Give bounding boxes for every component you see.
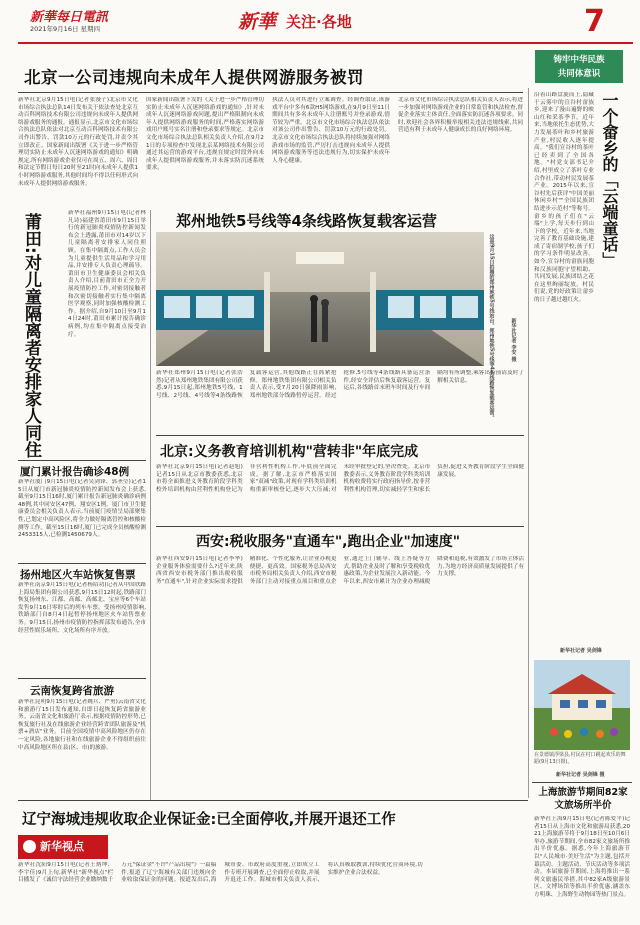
top-story-col-2: 国家新闻出版署下发的《关于进一步严格管理切实防止未成年人沉迷网络游戏的通知》,针对未成年人沉迷网络游戏问题,提出严格限制向未成年人提供网络游戏服务的时间,严格落实网络游戏用户账号实名注册和登录要求等规定。北京市文化市场综合执法总队相关负责人介绍,在9月21日的专项检查中发现北京某网络技术有限公司通过其运营的游戏平台,违规在规定时段外向未成年人提供网络游戏服务,并未落实防沉迷系统要求。	[146, 97, 264, 172]
shanghai-headline: 上海旅游节期间82家文旅场所半价	[538, 787, 628, 811]
liaoning-body: 新华社沈阳9月15日电(记者王炳坤、李宇佳)9月上旬,新华社"新华视点"栏目播发了《诚信守法经营企业缴纳数千万元"保证金"不许"产品出境"》一篇稿件,报道了辽宁海城有关部门违规向企业收取保证金的问题。报道发出后,海城市委、市政府高度重视,立即成立工作专班开展调查,已全面停止收取,并展开退还工作。海城市相关负责人表示,将认真吸取教训,持续优化营商环境,切实维护企业合法权益。	[18, 862, 423, 884]
rule-left-1	[18, 460, 146, 461]
yunnan-body: 新华社昆明9月15日电(记者姚兵、严勇)云南省文化和旅游厅15日发布通知,自即日起恢复跨省旅游业务。云南省文化和旅游厅表示,根据疫情防控形势,已恢复旅行社及在线旅游企业经营跨省团队旅游及"机票+酒店"业务。目前全国疫情中高风险地区仍存在一定风险,各地旅行社和在线旅游企业不得组织前往中高风险地区所在县(区、市)的旅游。	[18, 699, 146, 751]
beijing-edu-headline: 北京:义务教育培训机构"营转非"年底完成	[160, 444, 419, 460]
shanghai-body: 新华社上海9月15日电(记者陈爱平)记者15日从上海市文化和旅游局获悉,2021上海旅游节将于9月18日至10月6日举办,旅游节期间,全市82家文旅场所推出半价优惠。据悉,今年上海旅游节以"人民城市·美好生活"为主题,包括开幕活动、主题活动、节庆活动等多项活动。本届旅游节期间,上海将推出一系列文旅惠民举措,其中82家A级旅游景区、文博场馆等推出半价优惠,涵盖东方明珠、上海野生动物园等热门景点。	[534, 816, 630, 898]
village-photo-caption: 在景德镇浮梁县,村民在村口跳起欢乐的舞蹈(9月13日摄)。	[534, 752, 626, 765]
right-feature-headline: 一个畲乡的「云端童话」	[600, 92, 619, 268]
subway-station-photo	[156, 232, 484, 366]
section-logo: 新華	[238, 11, 277, 33]
beijing-edu-body: 新华社北京9月15日电(记者赵旭)记者15日从北京市教委获悉,北京市将全面推进义务教育阶段学科类校外培训机构由营利性机构登记为非营利性机构工作,年底前全面完成。据了解,北京市严格落实国家"双减"政策,对现有学科类培训机构重新审核登记,逐步大大压减;对未经审批登记的,坚决查处。北京市教委表示,义务教育阶段学科类培训机构收费将实行政府指导价,按非营利性机构管理,切实减轻学生和家长负担,促进义务教育阶段学生全面健康发展。	[156, 464, 524, 493]
section-title: 关注·各地	[286, 13, 352, 31]
rule-right-1	[532, 782, 632, 783]
rule-left-3	[18, 678, 146, 679]
banner-line-1: 铸牢中华民族	[553, 55, 605, 65]
rule-bottom-1	[18, 800, 528, 801]
liaoning-headline: 辽宁海城违规收取企业保证金:已全面停收,并展开退还工作	[22, 812, 396, 828]
right-feature-byline: 新华社记者 吴剑锋	[560, 648, 602, 654]
rule-left-2	[18, 563, 146, 564]
masthead-rule	[18, 42, 633, 44]
xian-headline: 西安:税收服务"直通车",跑出企业"加速度"	[196, 534, 461, 550]
yunnan-headline: 云南恢复跨省旅游	[30, 685, 114, 697]
xinhua-shidian-badge	[18, 835, 108, 859]
zhengzhou-body: 新华社郑州9月15日电(记者张浩然)记者从郑州地铁集团有限公司获悉,9月15日起,郑州地铁5号线、1号线、2号线、4号线等4条线路恢复载客运营,其他线路正在抓紧抢修。郑州地铁集团有限公司相关负责人表示,受7月20日强降雨影响,郑州地铁部分线路暂停运营。经过抢修,5号线等4条线路具备运营条件,经安全评估后恢复载客运营。复运后,各线路首末班车时间及行车间隔均有所调整,乘客出行前请及时了解相关信息。	[156, 370, 524, 399]
rule-mid-1	[156, 435, 524, 436]
masthead	[0, 0, 640, 44]
putian-headline: 莆田:对儿童隔离者安排家人同住	[21, 213, 41, 458]
badge-logo-icon	[23, 840, 36, 853]
top-story-col-1: 新华社北京9月15日电(记者张漫子)北京市文化市场综合执法总队14日发布关于依法查处北京互动百科网络技术有限公司违规向未成年人提供网络游戏服务的通报。通报显示,北京市文化市场综合执法总队依法对北京互动百科网络技术有限公司作出警告、罚款10万元的行政处罚,并责令其立即改正。国家新闻出版署《关于进一步严格管理切实防止未成年人沉迷网络游戏的通知》明确规定,所有网络游戏企业仅可在周五、周六、周日和法定节假日每日20时至21时向未成年人提供1小时网络游戏服务,其他时间均不得以任何形式向未成年人提供网络游戏服务。	[18, 97, 138, 187]
badge-label: 新华视点	[40, 840, 84, 853]
right-feature-body: 沿着山路盘旋而上,隐藏于云雾中的宣谷村畲族乡,迎来了漫山遍野的映山红和采茶季节。近年来,当地依托生态优势,大力发展茶叶和乡村旅游产业,村民收入逐年提高。"我们宣谷村的茶叶已经卖到了全国各地。"村党支部书记介绍,村里成立了茶叶专业合作社,带动村民发展茶产业。2015年以来,宣谷村先后获评"中国美丽休闲乡村""全国民族团结进步示范村"等称号。畲乡的孩子们在"云端"上学,每天步行到山下的学校。近年来,当地完善了教育基础设施,建成了寄宿制学校,孩子们的学习条件明显改善。如今,宣谷村的畲族同胞和汉族同胞守望相助、共同发展,民族团结之花在这里绚丽绽放。村民们说,党的好政策让畲乡的日子越过越红火。	[534, 92, 594, 304]
village-photo-illustration	[534, 660, 630, 750]
zhengzhou-photo-caption: 这是9月15日拍摄的郑州地铁5号线站台。郑州地铁5号线等4条线路恢复载客运营。	[488, 234, 495, 420]
right-feature-body-cont	[534, 326, 630, 641]
banner-line-2: 共同体意识	[557, 69, 601, 79]
village-photo	[534, 660, 630, 750]
xiamen-body: 新华社厦门9月15日电(记者吴剑锋、郭圣莹)记者15日从厦门市新冠肺炎疫情防控新闻发布会上获悉,截至9月15日16时,厦门累计报告新冠肺炎确诊病例48例,其中同安区47例、翔安区1例。厦门市卫生健康委员会相关负责人表示,当前厦门疫情呈局部聚集性,已划定中高风险区,将全力做好隔离管控和核酸检测等工作。截至15日16时,厦门已完成全员核酸检测2453315人,已检测1450679人。	[18, 479, 146, 539]
xian-body: 新华社西安9月15日电(记者李华)企业服务体验需要什么?近年来,陕西省西安市税务部门推出税收服务"直通车",针对企业实际需求提供精准化、个性化服务,让企业办税更便捷、更高效。国家税务总局西安市税务局相关负责人介绍,西安市税务部门主动对接重点项目和重点企业,通过上门辅导、线上答疑等方式,帮助企业及时了解和享受税收优惠政策,为企业发展注入新动能。今年以来,西安市累计为企业办理减税降费和退税,有效激发了市场主体活力,为地方经济高质量发展提供了有力支撑。	[156, 556, 524, 585]
putian-body: 新华社福州9月15日电(记者林凡诗)福建省莆田市9月15日举行的新冠肺炎疫情防控新闻发布会上透露,莆田市对14岁以下儿童隔离者安排家人同住照顾。在集中隔离点,工作人员会为儿童提供生活用品和学习用品,并安排专人负责心理疏导。莆田市卫生健康委员会相关负责人介绍,目前莆田市正全力开展疫情防控工作,对密切接触者和次密切接触者实行集中隔离医学观察,同时加强核酸检测工作。据介绍,自9月10日至9月14日24时,莆田市累计报告确诊病例,均在集中隔离点接受治疗。	[68, 210, 146, 338]
theme-banner	[535, 50, 623, 83]
right-column-divider	[528, 88, 529, 798]
issue-date: 2021年9月16日 星期四	[30, 25, 101, 33]
top-story-rule	[18, 92, 523, 93]
subway-photo-illustration	[156, 232, 484, 366]
zhengzhou-photo-credit: 新华社记者 李安 摄	[510, 318, 517, 362]
rule-mid-2	[156, 526, 524, 527]
newspaper-logo: 新華每日電訊	[30, 10, 109, 25]
xiamen-headline: 厦门累计报告确诊48例	[20, 466, 130, 478]
zhengzhou-headline: 郑州地铁5号线等4条线路恢复载客运营	[176, 212, 437, 230]
left-column-divider	[150, 210, 151, 800]
yangzhou-headline: 扬州地区火车站恢复售票	[20, 569, 136, 581]
village-photo-credit: 新华社记者 吴剑锋 摄	[556, 772, 605, 778]
page-number: 7	[584, 4, 605, 39]
yangzhou-body: 新华社南京9月15日电(记者杨绍功)记者从中国铁路上海局集团有限公司获悉,9月15日12时起,铁路部门恢复扬州东、江都、高邮、高邮北、宝应等6个车站发售9月16日零时后的列车车票。受扬州疫情影响,铁路部门自8月4日起暂停扬州地区火车站售票业务。9月15日,扬州市疫情防控指挥部发布通告,全市经营性娱乐场所、文化场所有序开放。	[18, 582, 146, 634]
top-story-headline: 北京一公司违规向未成年人提供网游服务被罚	[24, 68, 364, 87]
top-story-col-3: 执法人员对其进行立案调查。经调查取证,该游戏平台中多有6款H5网络游戏,在9月9日至11日期间共有多名未成年人注册账号并登录游戏,情节较为严重。北京市文化市场综合执法总队依法对该公司作出警告、罚款10万元的行政处罚。北京市文化市场综合执法总队将持续加强对网络游戏市场的监管,严厉打击违规向未成年人提供网络游戏服务等违法违规行为,切实保护未成年人身心健康。	[272, 97, 390, 164]
top-story-col-4: 北京市文化市场综合执法总队相关负责人表示,将进一步加强对网络游戏企业的日常监管和执法检查,督促企业落实主体责任,全面落实防沉迷各项要求。同时,欢迎社会各界积极举报相关违法违规线索,共同营造有利于未成年人健康成长的良好网络环境。	[398, 97, 523, 134]
